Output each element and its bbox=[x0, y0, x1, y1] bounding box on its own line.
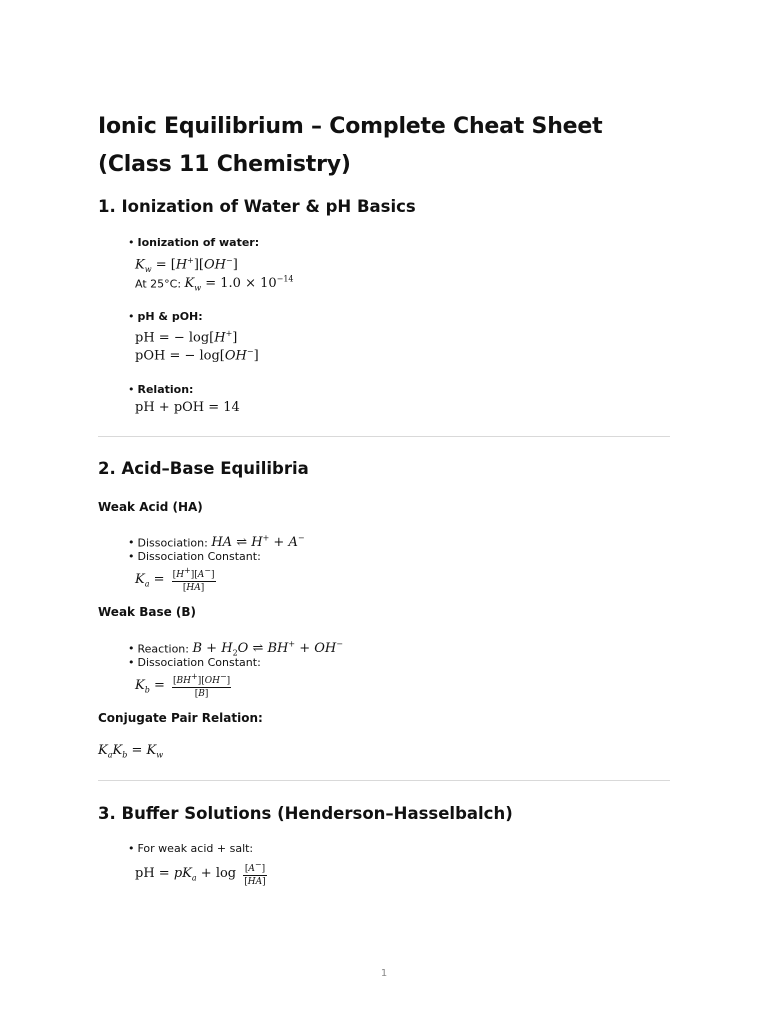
bullet-label: Relation: bbox=[137, 383, 194, 396]
equation-kw-value: $K_w = 1.0 \times 10^{-14}$ bbox=[184, 275, 294, 293]
section-heading-ionization: 1. Ionization of Water & pH Basics bbox=[98, 197, 416, 216]
bullet-label: Dissociation Constant: bbox=[137, 550, 261, 563]
bullet-dot: • bbox=[128, 842, 135, 855]
equation-ka-kb-kw: $K_aK_b = K_w$ bbox=[98, 743, 164, 760]
bullet-dot: • bbox=[128, 310, 135, 323]
equation-ph: pH = − log[H+] bbox=[135, 329, 238, 346]
equation-acid-dissociation: HA ⇌ H+ + A− bbox=[211, 534, 305, 551]
bullet-dot: • bbox=[128, 656, 135, 669]
bullet-label: Dissociation Constant: bbox=[137, 656, 261, 669]
bullet-label: pH & pOH: bbox=[137, 310, 203, 323]
bullet-dot: • bbox=[128, 236, 135, 249]
section-divider bbox=[98, 436, 670, 437]
equation-kw: $K_w = [H^+][OH^-]$ bbox=[135, 256, 238, 274]
page-number: 1 bbox=[380, 968, 388, 979]
equation-kb: $K_b$ = $\frac{[BH^+][OH^-]}{[B]}$ bbox=[135, 672, 231, 699]
note-prefix: At 25°C: bbox=[135, 277, 182, 291]
bullet-label: Reaction: bbox=[137, 642, 189, 656]
bullet-ionization-of-water bbox=[128, 234, 259, 252]
equation-henderson-hasselbalch: pH = $pK_a + \log$ $\frac{[A^-]}{[HA]}$ bbox=[135, 860, 266, 887]
bullet-relation bbox=[128, 381, 193, 399]
bullet-dot: • bbox=[128, 383, 135, 396]
bullet-dot: • bbox=[128, 642, 135, 656]
bullet-dot: • bbox=[128, 536, 135, 550]
bullet-base-constant bbox=[128, 654, 261, 672]
section-heading-buffer: 3. Buffer Solutions (Henderson–Hasselbalch) bbox=[98, 804, 513, 823]
fraction-kb: $\frac{[BH^+][OH^-]}{[B]}$ bbox=[173, 672, 231, 699]
bullet-acid-constant bbox=[128, 548, 261, 566]
bullet-label: Ionization of water: bbox=[137, 236, 260, 249]
section-divider bbox=[98, 780, 670, 781]
note-kw-at-25c bbox=[135, 271, 294, 298]
subheading-conjugate-pair: Conjugate Pair Relation: bbox=[98, 711, 263, 725]
bullet-label: Dissociation: bbox=[137, 536, 208, 550]
equation-poh: pOH = − log[OH−] bbox=[135, 347, 259, 364]
page-title: Ionic Equilibrium – Complete Cheat Sheet (Class 11 Chemistry) bbox=[98, 114, 603, 177]
bullet-dot: • bbox=[128, 550, 135, 563]
equation-ph-poh-relation: pH + pOH = 14 bbox=[135, 400, 240, 415]
fraction-ka: $\frac{[H^+][A^-]}{[HA]}$ bbox=[172, 566, 215, 593]
bullet-label: For weak acid + salt: bbox=[137, 842, 254, 855]
subheading-weak-acid: Weak Acid (HA) bbox=[98, 500, 203, 514]
equation-ka: $K_a$ = $\frac{[H^+][A^-]}{[HA]}$ bbox=[135, 566, 215, 593]
subheading-weak-base: Weak Base (B) bbox=[98, 605, 197, 619]
fraction-a-over-ha: $\frac{[A^-]}{[HA]}$ bbox=[244, 860, 266, 887]
section-heading-acid-base: 2. Acid–Base Equilibria bbox=[98, 459, 309, 478]
equation-base-reaction: $B + H_2O$ ⇌ BH+ + OH− bbox=[192, 640, 343, 658]
bullet-buffer-acid-salt bbox=[128, 840, 253, 858]
bullet-ph-poh bbox=[128, 308, 203, 326]
